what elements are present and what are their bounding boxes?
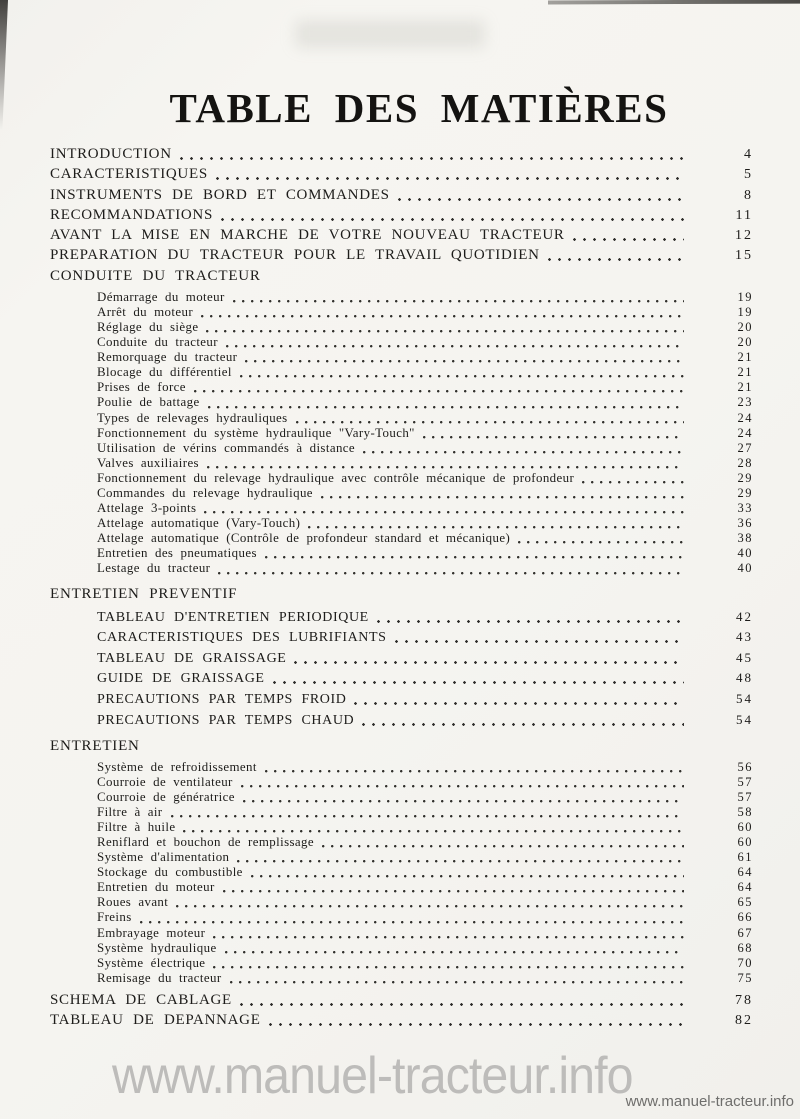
- scan-edge-left: [0, 0, 8, 130]
- toc-entry-label: Roues avant: [97, 895, 169, 910]
- toc-row: [50, 146, 770, 163]
- toc-row: [50, 608, 770, 626]
- toc-row: [50, 486, 770, 501]
- toc-entry-page: 54: [736, 690, 753, 706]
- toc-entry-label: Système de refroidissement: [97, 759, 257, 774]
- dot-leader: [171, 815, 685, 818]
- toc-entry-page: 24: [737, 410, 753, 425]
- toc-entry-page: 27: [737, 440, 753, 455]
- toc-entry-label: PRECAUTIONS PAR TEMPS CHAUD: [97, 712, 355, 728]
- toc-entry-page: 64: [737, 865, 753, 880]
- toc-entry-label: Utilisation de vérins commandés à distance: [97, 440, 356, 455]
- toc-row: [50, 760, 770, 775]
- toc-row: [50, 835, 770, 850]
- toc-entry-label: Entretien des pneumatiques: [97, 546, 257, 561]
- toc-row: [50, 365, 770, 380]
- toc-row: [50, 426, 770, 441]
- dot-leader: [548, 258, 684, 261]
- dot-leader: [265, 770, 684, 773]
- toc-entry-page: 67: [737, 925, 753, 940]
- toc-row: [50, 268, 770, 285]
- toc-row: [50, 531, 770, 546]
- toc-row: [50, 561, 770, 576]
- toc-entry-label: Blocage du différentiel: [97, 365, 232, 380]
- toc-row: [50, 956, 770, 971]
- dot-leader: [518, 541, 684, 544]
- dot-leader: [183, 830, 684, 833]
- toc-entry-page: 29: [737, 486, 753, 500]
- toc-row: [50, 628, 770, 646]
- toc-row: [50, 471, 770, 486]
- toc-row: [50, 320, 770, 335]
- toc-entry-label: Stockage du combustible: [97, 865, 243, 880]
- toc-entry-page: 43: [736, 629, 753, 645]
- toc-entry-label: Valves auxiliaires: [97, 455, 199, 470]
- dot-leader: [225, 951, 684, 954]
- toc-entry-label: CARACTERISTIQUES DES LUBRIFIANTS: [97, 630, 387, 646]
- toc-row: [50, 207, 770, 224]
- toc-entry-page: 8: [744, 187, 753, 203]
- toc-entry-page: 23: [737, 395, 753, 410]
- toc-entry-page: 60: [737, 835, 753, 849]
- toc-row: [50, 441, 770, 456]
- toc-row: [50, 690, 770, 708]
- toc-entry-page: 64: [737, 880, 753, 895]
- toc-entry-page: 45: [736, 649, 753, 665]
- toc-row: [50, 546, 770, 561]
- toc-entry-page: 58: [737, 804, 753, 819]
- dot-leader: [140, 921, 684, 924]
- toc-entry-page: 24: [737, 425, 753, 440]
- dot-leader: [201, 315, 684, 318]
- toc-entry-label: CONDUITE DU TRACTEUR: [50, 267, 261, 284]
- dot-leader: [582, 481, 684, 484]
- toc-entry-page: 78: [735, 992, 753, 1008]
- toc-entry-label: Attelage automatique (Contrôle de profondeur standard et mécanique): [97, 531, 511, 546]
- toc-entry-label: Courroie de génératrice: [97, 789, 235, 804]
- toc-entry-page: 75: [737, 970, 753, 985]
- toc-entry-page: 61: [737, 850, 753, 865]
- toc-row: [50, 820, 770, 835]
- dot-leader: [194, 390, 684, 393]
- toc-entry-label: INTRODUCTION: [50, 146, 172, 162]
- dot-leader: [243, 800, 684, 803]
- dot-leader: [230, 981, 684, 984]
- dot-leader: [354, 702, 684, 705]
- dot-leader: [377, 620, 684, 623]
- dot-leader: [233, 300, 684, 303]
- dot-leader: [573, 238, 684, 241]
- dot-leader: [226, 345, 684, 348]
- dot-leader: [207, 466, 684, 469]
- dot-leader: [204, 511, 684, 514]
- toc-entry-page: 70: [737, 955, 753, 970]
- dot-leader: [240, 375, 684, 378]
- toc-row: [50, 880, 770, 895]
- toc-row: [50, 187, 770, 204]
- dot-leader: [176, 905, 684, 908]
- toc-row: [50, 501, 770, 516]
- toc-entry-label: INSTRUMENTS DE BORD ET COMMANDES: [50, 186, 390, 203]
- toc-entry-label: Fonctionnement du relevage hydraulique avec contrôle mécanique de profondeur: [97, 470, 575, 485]
- toc-entry-label: Types de relevages hydrauliques: [97, 410, 288, 425]
- toc-entry-label: Lestage du tracteur: [97, 561, 211, 576]
- toc-row: [50, 941, 770, 956]
- toc-row: [50, 290, 770, 305]
- toc-entry-page: 20: [737, 319, 753, 334]
- toc-row: [50, 910, 770, 925]
- toc-entry-page: 33: [737, 501, 753, 516]
- toc-entry-label: Remisage du tracteur: [97, 970, 222, 985]
- dot-leader: [213, 936, 684, 939]
- toc-row: [50, 865, 770, 880]
- toc-row: [50, 669, 770, 687]
- watermark-small: www.manuel-tracteur.info: [625, 1093, 794, 1110]
- dot-leader: [308, 526, 684, 529]
- toc-entry-label: Remorquage du tracteur: [97, 350, 238, 365]
- toc-entry-label: Attelage 3-points: [97, 501, 197, 516]
- toc-entry-page: 5: [744, 167, 753, 183]
- toc-entry-page: 66: [737, 910, 753, 925]
- toc-entry-label: Système hydraulique: [97, 940, 217, 955]
- toc-entry-label: Conduite du tracteur: [97, 335, 218, 350]
- dot-leader: [237, 860, 684, 863]
- toc-entry-page: 21: [737, 350, 753, 365]
- toc-row: [50, 805, 770, 820]
- toc-entry-page: 57: [737, 789, 753, 804]
- toc-row: [50, 1012, 770, 1029]
- toc-entry-label: Arrêt du moteur: [97, 304, 194, 319]
- toc-entry-label: Réglage du siège: [97, 319, 199, 334]
- toc-row: [50, 992, 770, 1009]
- toc-entry-page: 38: [737, 531, 753, 546]
- dot-leader: [423, 436, 684, 439]
- toc-entry-page: 57: [737, 774, 753, 789]
- toc-row: [50, 335, 770, 350]
- toc-row: [50, 790, 770, 805]
- toc-row: [50, 305, 770, 320]
- toc-entry-label: Système d'alimentation: [97, 850, 230, 865]
- toc-entry-label: TABLEAU D'ENTRETIEN PERIODIQUE: [97, 609, 369, 625]
- toc-entry-page: 19: [737, 304, 753, 319]
- toc-entry-label: Courroie de ventilateur: [97, 774, 233, 789]
- toc-row: [50, 649, 770, 667]
- toc-row: [50, 380, 770, 395]
- dot-leader: [251, 875, 684, 878]
- toc-entry-label: AVANT LA MISE EN MARCHE DE VOTRE NOUVEAU TRACTEUR: [50, 227, 565, 244]
- page-showthrough-smudge: [295, 20, 485, 48]
- toc-row: [50, 586, 770, 603]
- toc-row: [50, 926, 770, 941]
- toc-entry-label: Prises de force: [97, 380, 186, 395]
- dot-leader: [273, 681, 684, 684]
- toc-entry-label: PRECAUTIONS PAR TEMPS FROID: [97, 691, 347, 707]
- toc-entry-label: Reniflard et bouchon de remplissage: [97, 835, 315, 849]
- toc-entry-label: Démarrage du moteur: [97, 289, 225, 304]
- toc-row: [50, 227, 770, 244]
- toc-row: [50, 738, 770, 755]
- scan-edge-top: [548, 0, 800, 4]
- toc-entry-page: 21: [737, 380, 753, 395]
- page-title: TABLE DES MATIÈRES: [169, 85, 669, 131]
- toc-entry-page: 42: [736, 608, 753, 624]
- toc-entry-page: 21: [737, 365, 753, 380]
- toc-row: [50, 166, 770, 183]
- dot-leader: [363, 451, 684, 454]
- dot-leader: [208, 406, 684, 409]
- toc-row: [50, 850, 770, 865]
- toc-entry-label: Commandes du relevage hydraulique: [97, 486, 313, 500]
- toc-entry-label: Filtre à air: [97, 804, 163, 819]
- toc-row: [50, 411, 770, 426]
- toc-entry-page: 68: [737, 940, 753, 955]
- toc-entry-label: Filtre à huile: [97, 819, 176, 834]
- dot-leader: [245, 360, 684, 363]
- toc-entry-page: 11: [735, 207, 753, 223]
- toc-entry-page: 40: [737, 561, 753, 576]
- dot-leader: [322, 845, 684, 848]
- toc-row: [50, 711, 770, 729]
- toc-entry-label: Freins: [97, 910, 132, 925]
- toc-entry-label: Système électrique: [97, 955, 206, 970]
- toc-entry-page: 60: [737, 819, 753, 834]
- table-of-contents: [0, 146, 800, 1029]
- dot-leader: [218, 572, 684, 575]
- toc-entry-label: TABLEAU DE GRAISSAGE: [97, 650, 287, 666]
- dot-leader: [213, 966, 684, 969]
- toc-entry-label: PREPARATION DU TRACTEUR POUR LE TRAVAIL QUOTIDIEN: [50, 247, 540, 264]
- toc-entry-page: 36: [737, 516, 753, 531]
- toc-entry-page: 4: [744, 147, 753, 162]
- dot-leader: [362, 723, 684, 726]
- toc-entry-page: 56: [737, 759, 753, 774]
- dot-leader: [265, 556, 684, 559]
- toc-entry-page: 48: [736, 670, 753, 686]
- toc-row: [50, 247, 770, 264]
- toc-entry-label: ENTRETIEN PREVENTIF: [50, 585, 238, 602]
- toc-entry-page: 28: [737, 455, 753, 470]
- toc-entry-label: Embrayage moteur: [97, 925, 206, 940]
- dot-leader: [395, 640, 684, 643]
- toc-entry-page: 82: [735, 1013, 753, 1029]
- toc-entry-page: 65: [737, 895, 753, 910]
- toc-entry-label: ENTRETIEN: [50, 737, 140, 754]
- dot-leader: [269, 1023, 684, 1026]
- dot-leader: [321, 496, 684, 499]
- toc-entry-label: Fonctionnement du système hydraulique "Vary-Touch": [97, 425, 415, 440]
- toc-entry-label: GUIDE DE GRAISSAGE: [97, 671, 265, 687]
- toc-entry-page: 15: [735, 248, 753, 264]
- toc-entry-label: Poulie de battage: [97, 395, 200, 410]
- toc-row: [50, 395, 770, 410]
- toc-entry-page: 54: [736, 711, 753, 727]
- toc-entry-label: Entretien du moteur: [97, 880, 215, 895]
- toc-row: [50, 516, 770, 531]
- dot-leader: [221, 218, 684, 221]
- dot-leader: [240, 1003, 684, 1006]
- dot-leader: [206, 330, 684, 333]
- watermark-large: www.manuel-tracteur.info: [112, 1047, 633, 1105]
- toc-row: [50, 775, 770, 790]
- toc-entry-page: 12: [735, 228, 753, 244]
- dot-leader: [223, 890, 684, 893]
- dot-leader: [294, 661, 684, 664]
- dot-leader: [241, 785, 684, 788]
- dot-leader: [216, 177, 684, 180]
- toc-entry-page: 20: [737, 335, 753, 350]
- toc-row: [50, 456, 770, 471]
- toc-row: [50, 895, 770, 910]
- toc-entry-page: 29: [737, 470, 753, 485]
- toc-entry-page: 19: [737, 289, 753, 304]
- toc-entry-page: 40: [737, 546, 753, 561]
- dot-leader: [180, 157, 684, 160]
- dot-leader: [296, 421, 684, 424]
- toc-row: [50, 971, 770, 986]
- toc-entry-label: SCHEMA DE CABLAGE: [50, 991, 232, 1008]
- toc-row: [50, 350, 770, 365]
- toc-entry-label: TABLEAU DE DEPANNAGE: [50, 1012, 261, 1029]
- toc-entry-label: RECOMMANDATIONS: [50, 206, 214, 223]
- toc-entry-label: Attelage automatique (Vary-Touch): [97, 516, 301, 531]
- toc-entry-label: CARACTERISTIQUES: [50, 166, 208, 183]
- dot-leader: [398, 198, 684, 201]
